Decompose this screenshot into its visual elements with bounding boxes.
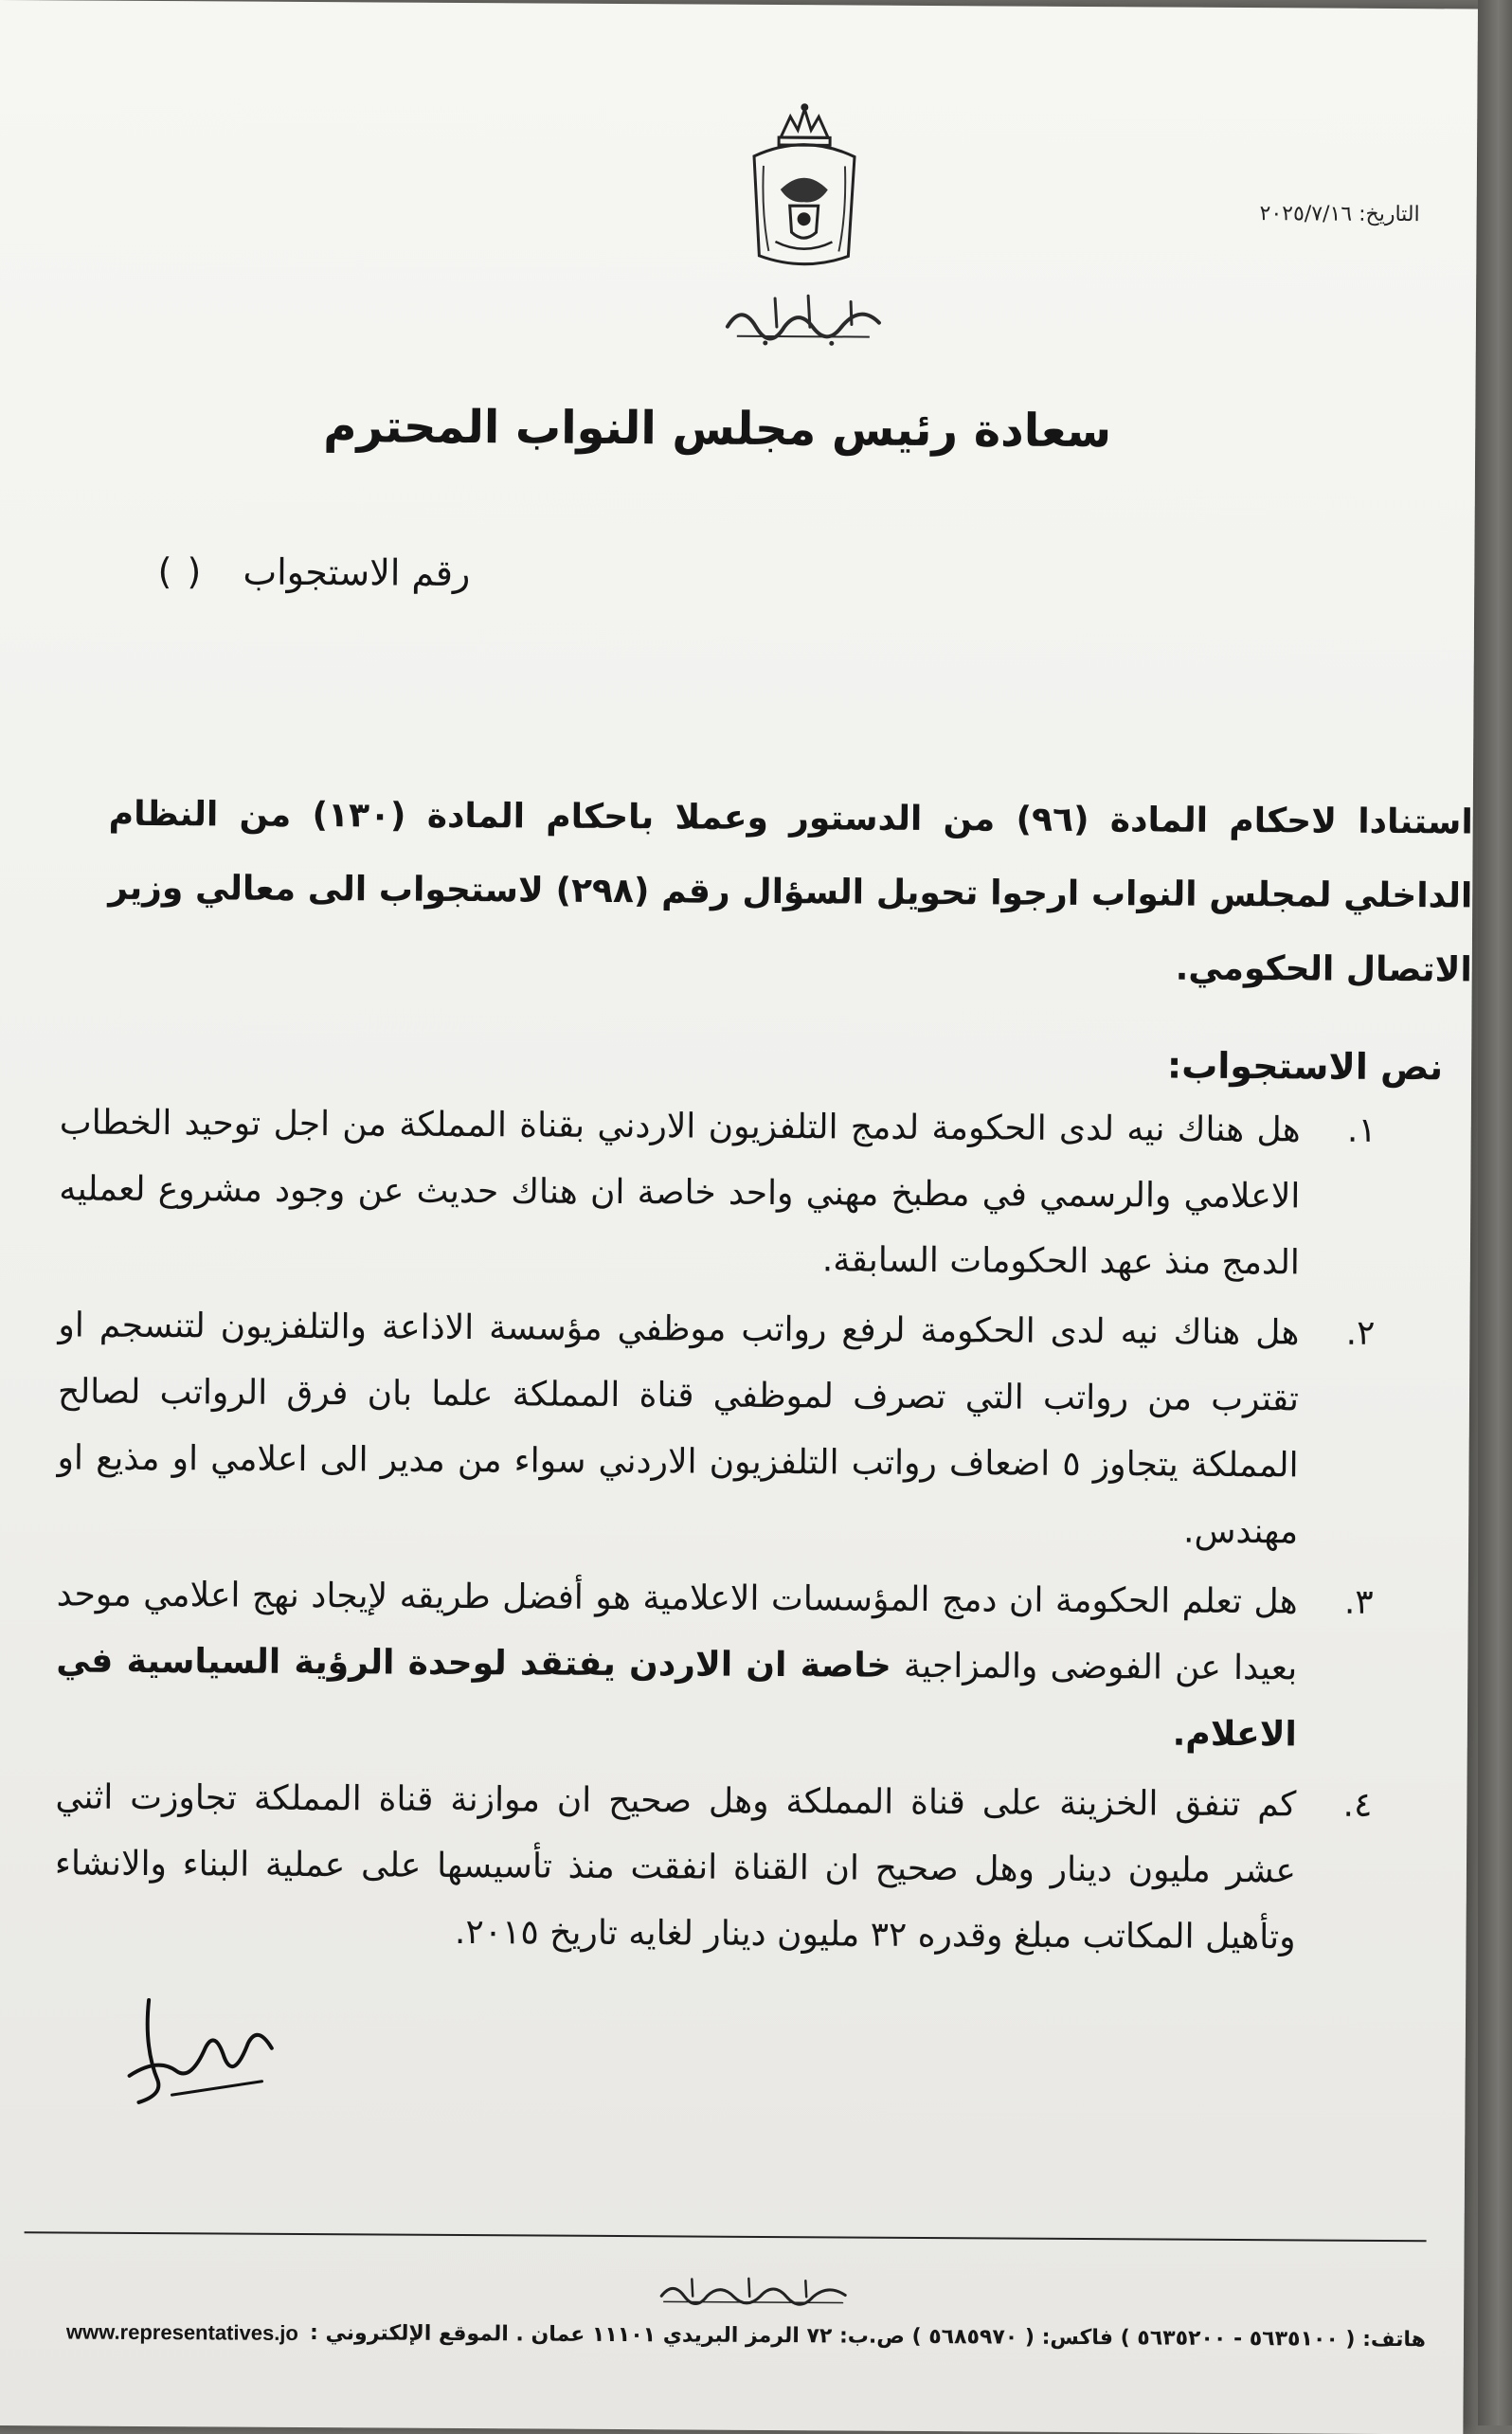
section-title: نص الاستجواب: (1166, 1044, 1444, 1089)
question-text: هل هناك نيه لدى الحكومة لرفع رواتب موظفي مؤسسة الاذاعة والتلفزيون لتنسجم او تقترب من رواتب التي تصرف لموظفي قناة المملكة علما بان فرق الرواتب لصالح المملكة يتجاوز ٥ اضعاف رواتب التلفزيون الاردني سواء من مدير الى اعلامي او مذيع او مهندس. (57, 1306, 1300, 1552)
addressee-line: سعادة رئيس مجلس النواب المحترم (323, 400, 1112, 459)
question-text-emphasis: خاصة ان الاردن يفتقد لوحدة الرؤية السياسية في الاعلام. (56, 1641, 1297, 1755)
question-number: ٤. (1342, 1785, 1373, 1825)
kingdom-calligraphy-logo (654, 2273, 853, 2308)
footer-website: www.representatives.jo (65, 2319, 298, 2345)
background-edge (1478, 0, 1512, 2425)
document-date: التاريخ: ٢٠٢٥/٧/١٦ (1259, 202, 1420, 227)
question-text (56, 1575, 1298, 1754)
interpellation-number-label: رقم الاستجواب (243, 550, 471, 595)
question-text-part: هل تعلم الحكومة ان دمج المؤسسات الاعلامية هو أفضل طريقه لإيجاد نهج اعلامي موحد بعيدا عن الفوضى والمزاجية (56, 1575, 1298, 1688)
footer-divider (25, 2231, 1427, 2242)
question-item (54, 1764, 1372, 1971)
interpellation-number (157, 550, 470, 594)
question-number: ١. (1346, 1110, 1377, 1150)
parliament-calligraphy-logo (718, 284, 889, 352)
question-text: كم تنفق الخزينة على قناة المملكة وهل صحيح ان موازنة قناة المملكة تجاوزت اثني عشر مليون دينار وهل صحيح ان القناة انفقت منذ تأسيسها على عملية البناء والانشاء وتأهيل المكاتب مبلغ وقدره ٣٢ مليون دينار لغايه تاريخ ٢٠١٥. (54, 1777, 1297, 1957)
jordan-royal-emblem-icon (742, 99, 866, 276)
question-text: هل هناك نيه لدى الحكومة لدمج التلفزيون الاردني بقناة المملكة من اجل توحيد الخطاب الاعلامي والرسمي في مطبخ مهني واحد خاصة ان هناك حديث عن وجود مشروع لعمليه الدمج منذ عهد الحكومات السابقة. (59, 1103, 1301, 1283)
question-item (57, 1292, 1376, 1565)
footer-contact-info: هاتف: ( ٥٦٣٥١٠٠ - ٥٦٣٥٢٠٠ ) فاكس: ( ٥٦٨٥٩٧٠ ) ص.ب: ٧٢ الرمز البريدي ١١١٠١ عمان . الموقع الإلكتروني : (310, 2321, 1427, 2353)
handwritten-signature-icon (119, 1991, 281, 2115)
question-item (56, 1561, 1374, 1768)
question-number: ٣. (1343, 1582, 1374, 1622)
questions-list (54, 1090, 1377, 1974)
intro-paragraph: استنادا لاحكام المادة (٩٦) من الدستور وعملا باحكام المادة (١٣٠) من النظام الداخلي لمجلس النواب ارجوا تحويل السؤال رقم (٢٩٨) لاستجواب الى معالي وزير الاتصال الحكومي. (108, 794, 1473, 990)
interpellation-number-value: ( ) (157, 550, 204, 593)
question-item (59, 1090, 1377, 1296)
question-number: ٢. (1345, 1313, 1376, 1353)
